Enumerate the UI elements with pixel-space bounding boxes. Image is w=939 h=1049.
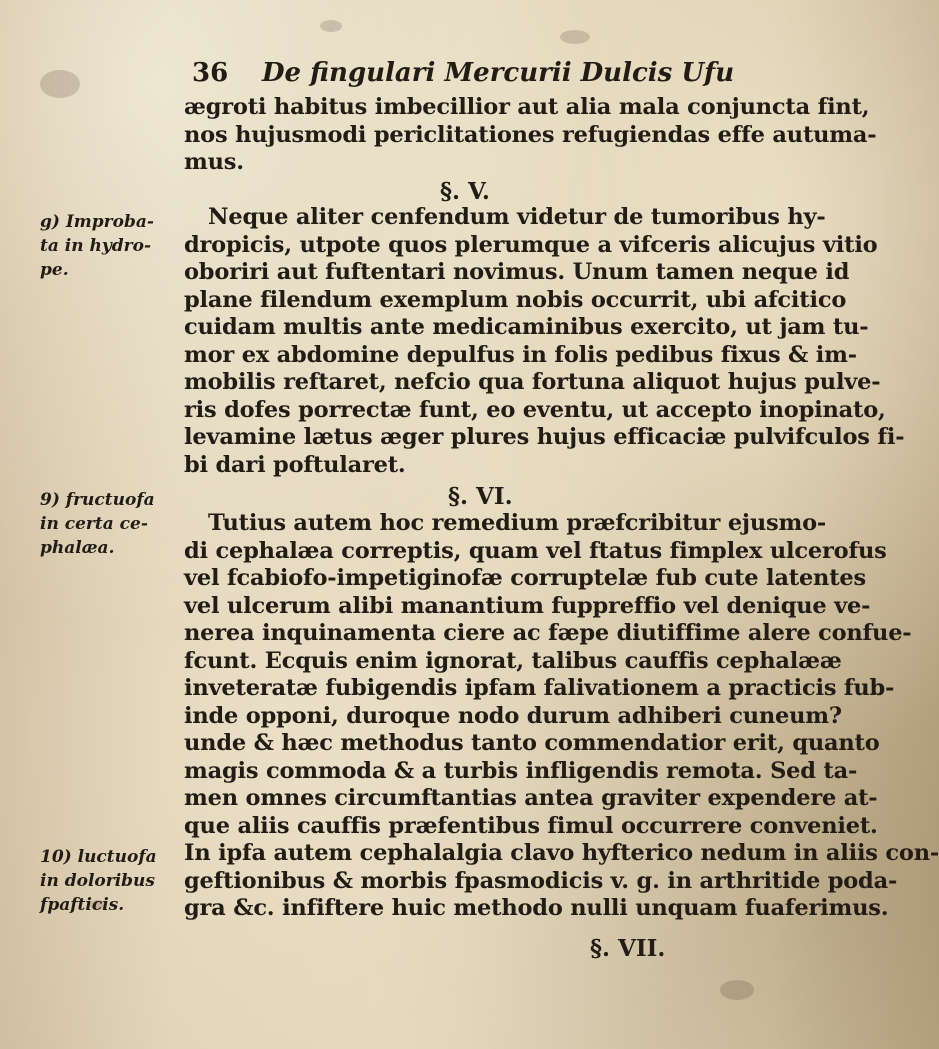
margin-note-10 (40, 845, 180, 917)
margin-note-line: phalæa. (40, 538, 115, 558)
text-line: mobilis reftaret, nefcio qua fortuna aliquot hujus pulve- (184, 369, 881, 395)
section-heading-6: §. VI. (448, 483, 513, 510)
paragraph-continuation (184, 94, 877, 177)
margin-note-line: 9) fructuofa (40, 490, 155, 510)
section-6-paragraph (184, 510, 939, 923)
text-line: fcunt. Ecquis enim ignorat, talibus cauffis cephalææ (184, 647, 842, 674)
text-line: ægroti habitus imbecillior aut alia mala conjuncta fint, (184, 94, 870, 120)
text-line: mor ex abdomine depulfus in folis pedibus fixus & im- (184, 341, 857, 368)
text-line: bi dari poftularet. (184, 451, 406, 478)
text-line: Neque aliter cenfendum videtur de tumoribus hy- (208, 204, 826, 230)
text-line: mus. (184, 149, 244, 175)
text-line: levamine lætus æger plures hujus efficaciæ pulvifculos fi- (184, 424, 905, 450)
text-line: gra &c. infiftere huic methodo nulli unquam fuaferimus. (184, 895, 889, 921)
margin-note-line: in certa ce- (40, 514, 148, 534)
running-title: De fingulari Mercurii Dulcis Ufu (262, 58, 735, 88)
text-line: vel fcabiofo-impetiginofæ corruptelæ fub cute latentes (184, 565, 866, 591)
text-line: Tutius autem hoc remedium præfcribitur ejusmo- (208, 510, 827, 536)
margin-note-line: ta in hydro- (40, 236, 151, 256)
section-5-paragraph (184, 204, 905, 479)
text-line: plane filendum exemplum nobis occurrit, ubi afcitico (184, 286, 847, 313)
margin-note-line: fpafticis. (40, 895, 125, 915)
text-line: nos hujusmodi periclitationes refugiendas effe autuma- (184, 121, 877, 148)
section-heading-7: §. VII. (590, 935, 666, 962)
margin-note-line: pe. (40, 260, 69, 280)
margin-note-line: 10) luctuofa (40, 847, 157, 867)
text-line: geftionibus & morbis fpasmodicis v. g. in arthritide poda- (184, 867, 898, 894)
section-heading-5: §. V. (440, 178, 490, 205)
text-line: men omnes circumftantias antea graviter expendere at- (184, 785, 878, 811)
text-line: di cephalæa correptis, quam vel ftatus fimplex ulcerofus (184, 537, 887, 564)
margin-note-9 (40, 488, 180, 560)
text-line: magis commoda & a turbis infligendis remota. Sed ta- (184, 757, 858, 784)
text-line: inde opponi, duroque nodo durum adhiberi cuneum? (184, 702, 842, 729)
page-number: 36 (192, 58, 229, 88)
text-line: dropicis, utpote quos plerumque a vifceris alicujus vitio (184, 231, 878, 258)
text-line: nerea inquinamenta ciere ac fæpe diutiffime alere confue- (184, 620, 912, 646)
text-line: cuidam multis ante medicaminibus exercito, ut jam tu- (184, 314, 869, 340)
text-line: In ipfa autem cephalalgia clavo hyfterico nedum in aliis con- (184, 840, 939, 866)
text-line: inveteratæ fubigendis ipfam falivationem a practicis fub- (184, 675, 895, 701)
text-line: ris dofes porrectæ funt, eo eventu, ut accepto inopinato, (184, 396, 886, 423)
paper-speck (560, 30, 590, 44)
text-line: oboriri aut fuftentari novimus. Unum tamen neque id (184, 259, 850, 285)
text-line: que aliis cauffis præfentibus fimul occurrere conveniet. (184, 812, 878, 839)
paper-speck (720, 980, 754, 1000)
text-line: vel ulcerum alibi manantium fuppreffio vel denique ve- (184, 592, 871, 619)
paper-speck (320, 20, 342, 32)
paper-speck (40, 70, 80, 98)
margin-note-g (40, 210, 180, 282)
text-line: unde & hæc methodus tanto commendatior erit, quanto (184, 730, 880, 756)
margin-note-line: g) Improba- (40, 212, 154, 232)
margin-note-line: in doloribus (40, 871, 155, 891)
